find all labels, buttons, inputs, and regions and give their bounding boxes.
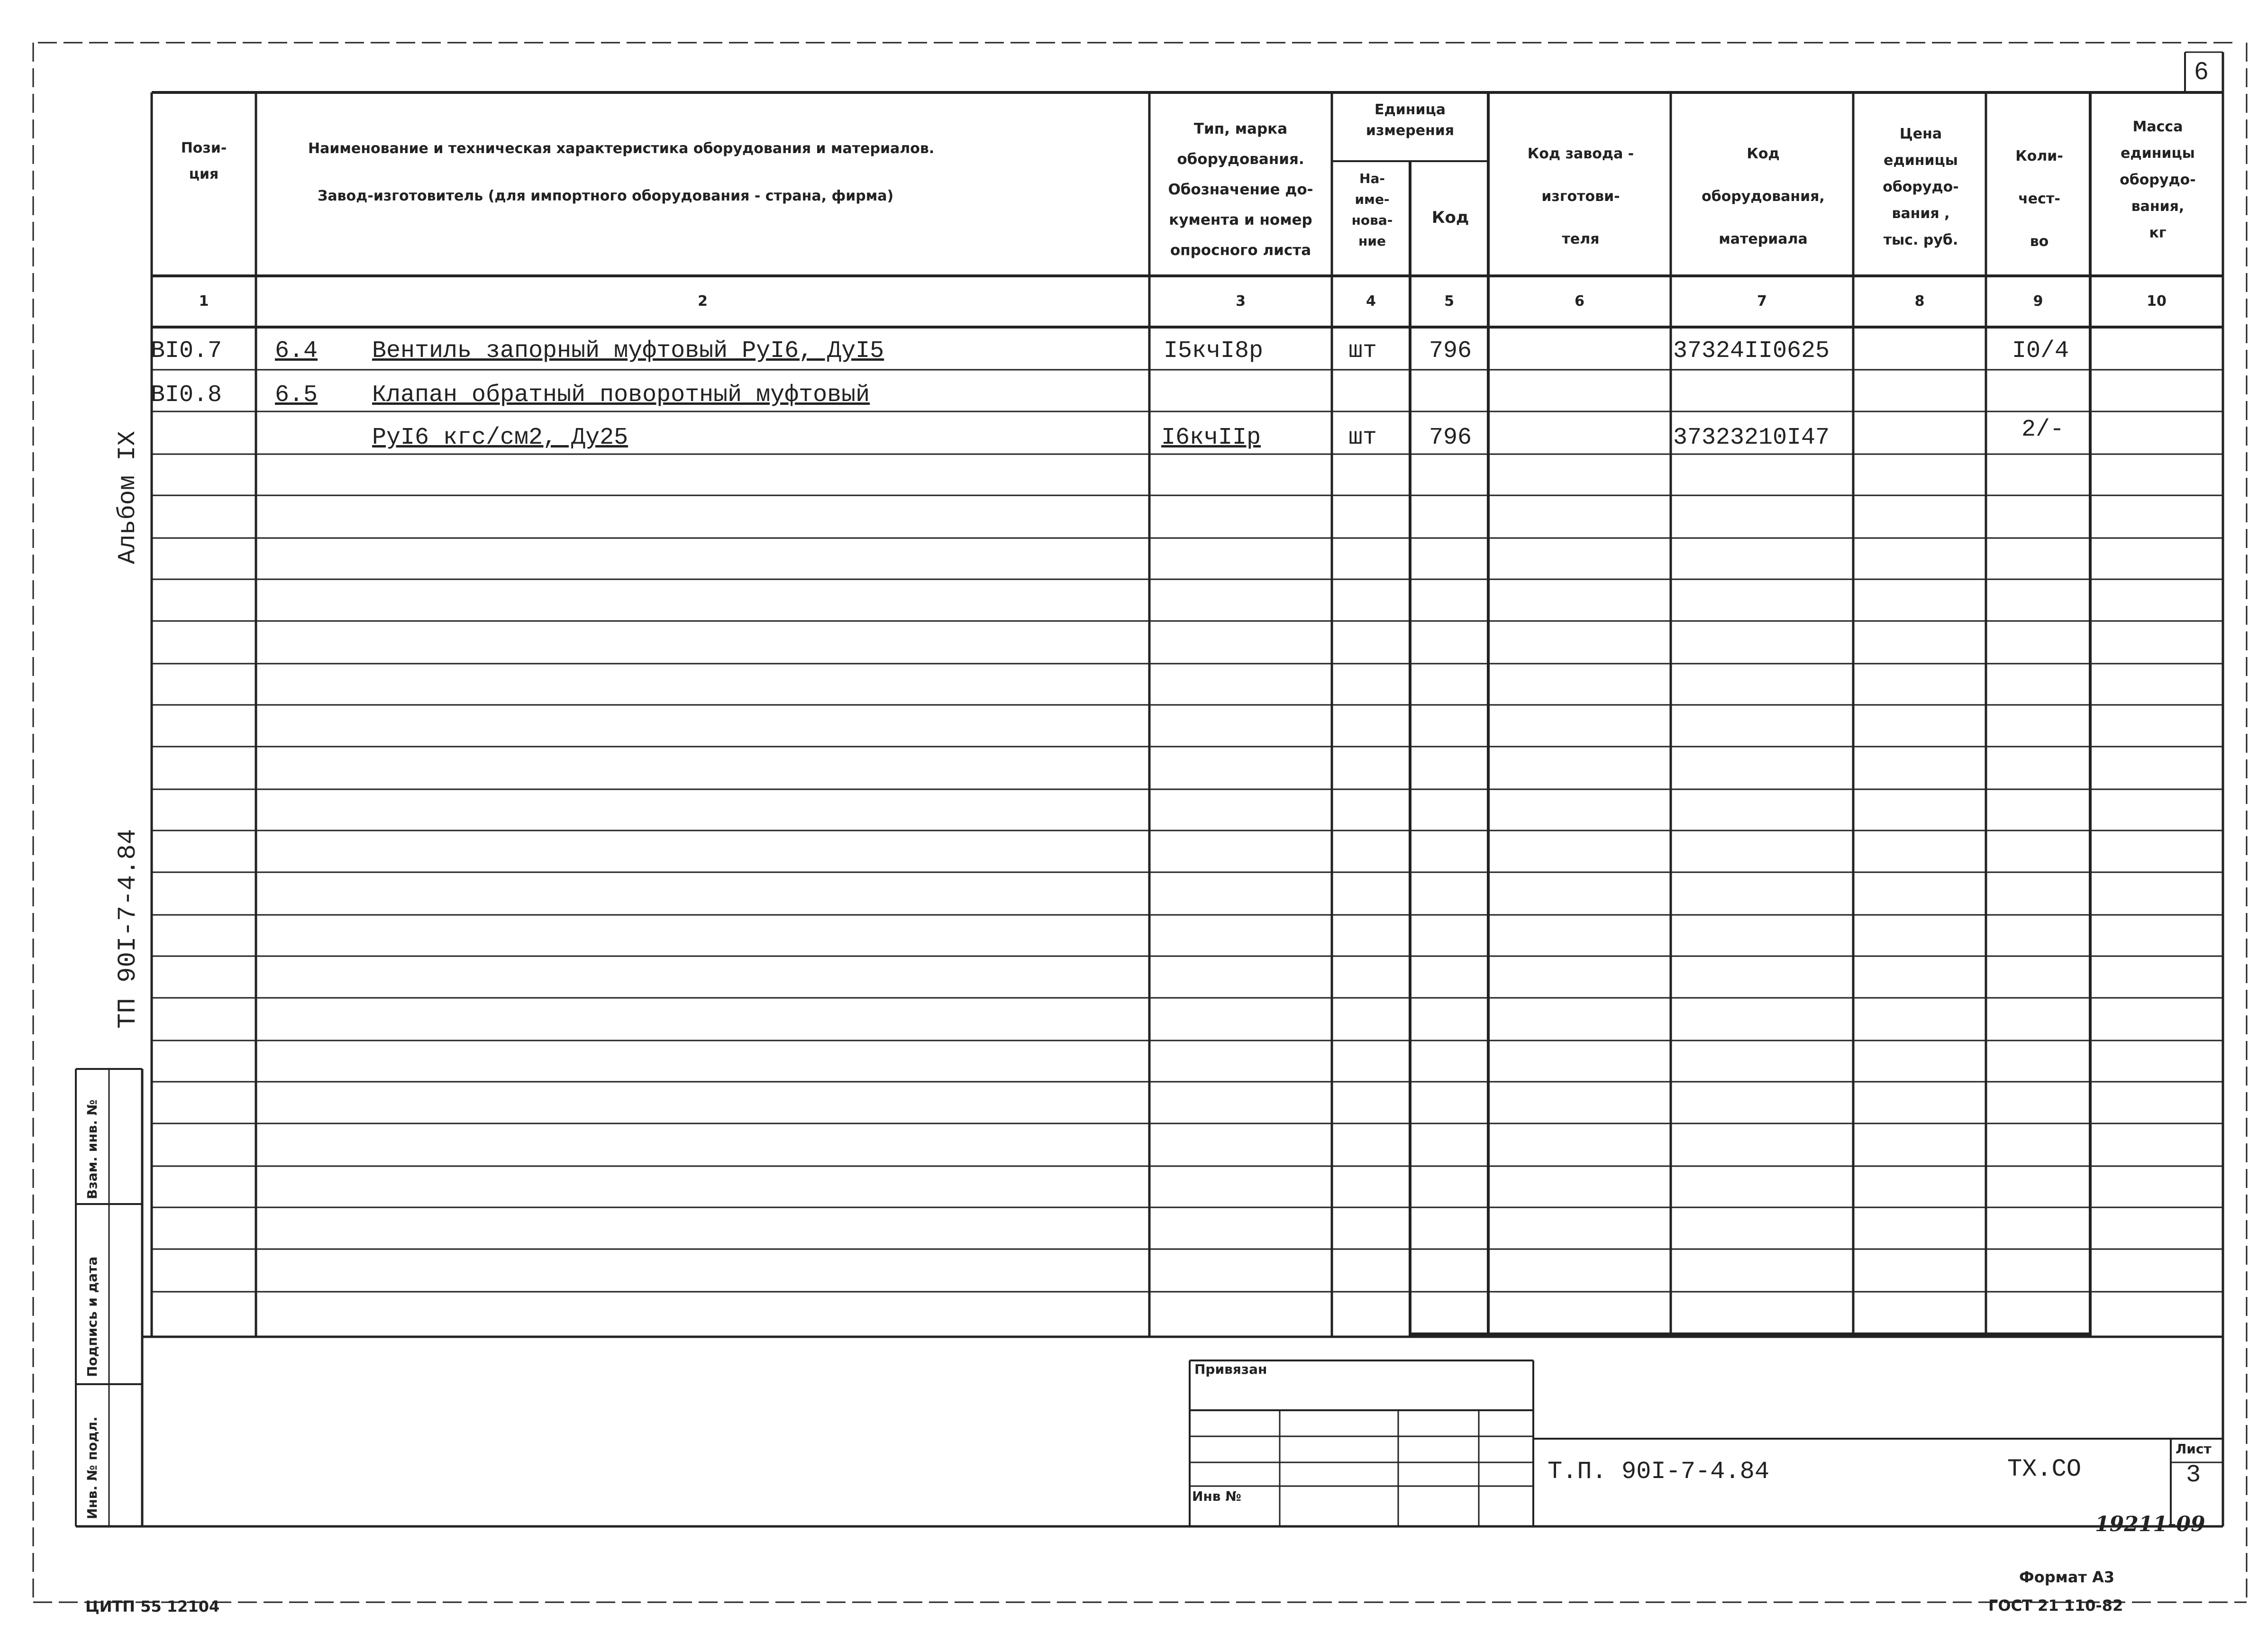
inv-original-label: Инв. № подл.	[84, 1416, 100, 1519]
row3-name: РуI6 кгс/см2, Ду25	[372, 424, 628, 451]
header-equipment-code: Код оборудования, материала	[1702, 146, 1825, 247]
col-number-6: 6	[1575, 293, 1584, 310]
row1-type: I5кчI8р	[1164, 338, 1264, 365]
header-type: Тип, марка оборудования. Обозначение до- кумента и номер опросного листа	[1168, 120, 1313, 259]
header-quantity: Коли- чест- во	[2015, 148, 2063, 250]
row3-type: I6кчIIр	[1161, 424, 1261, 451]
row1-unit: шт	[1348, 338, 1377, 365]
col-number-4: 4	[1366, 293, 1376, 310]
document-code: Т.П. 90I-7-4.84	[1548, 1458, 1770, 1486]
row1-unit-code: 796	[1429, 338, 1472, 365]
header-unit-name: На- име- нова- ние	[1351, 171, 1393, 249]
footer-left-code: ЦИТП 55 12104	[85, 1597, 220, 1615]
col-number-1: 1	[199, 293, 209, 310]
col-number-8: 8	[1914, 293, 1925, 310]
project-number-vertical: ТП 90I-7-4.84	[114, 829, 143, 1029]
row1-equipment-code: 37324II0625	[1673, 338, 1830, 365]
row3-quantity: 2/-	[2021, 416, 2065, 443]
sheet-label: Лист	[2176, 1441, 2212, 1457]
gost-label: ГОСТ 21 110-82	[1988, 1597, 2123, 1615]
col-number-5: 5	[1444, 293, 1454, 310]
format-label: Формат А3	[2019, 1568, 2115, 1586]
handwritten-number: 19211-09	[2095, 1512, 2205, 1536]
page-corner-number: 6	[2194, 57, 2208, 85]
header-price: Цена единицы оборудо- вания , тыс. руб.	[1883, 126, 1959, 248]
header-mass: Масса единицы оборудо- вания, кг	[2120, 119, 2196, 241]
inv-replace-label: Взам. инв. №	[84, 1099, 100, 1199]
row3-unit: шт	[1348, 424, 1377, 451]
sign-date-label: Подпись и дата	[84, 1256, 100, 1377]
album-label: Альбом IX	[114, 431, 142, 564]
header-position: Пози- ция	[181, 140, 227, 183]
row2-position: BI0.8	[151, 382, 222, 409]
attached-label: Привязан	[1194, 1361, 1267, 1377]
row1-name: Вентиль запорный муфтовый РуI6, ДуI5	[372, 338, 884, 365]
sheet-number: 3	[2186, 1461, 2201, 1489]
row1-position: BI0.7	[151, 338, 222, 365]
row3-equipment-code: 37323210I47	[1673, 424, 1830, 451]
row2-name: Клапан обратный поворотный муфтовый	[372, 382, 870, 409]
col-number-9: 9	[2033, 293, 2043, 310]
row3-unit-code: 796	[1429, 424, 1472, 451]
header-factory-code: Код завода - изготови- теля	[1527, 146, 1634, 247]
row1-quantity: I0/4	[2012, 338, 2069, 365]
col-number-3: 3	[1236, 293, 1246, 310]
col-number-7: 7	[1757, 293, 1767, 310]
col-number-2: 2	[698, 293, 708, 310]
header-unit-title: Единица измерения	[1366, 101, 1455, 139]
header-unit-code: Код	[1431, 208, 1469, 227]
row1-number: 6.4	[275, 338, 318, 365]
inv-number-label: Инв №	[1192, 1488, 1241, 1504]
header-name-line1: Наименование и техническая характеристика оборудования и материалов.	[308, 140, 935, 157]
header-name-line2: Завод-изготовитель (для импортного оборудования - страна, фирма)	[318, 188, 894, 204]
row2-number: 6.5	[275, 382, 318, 409]
document-mark: ТХ.СО	[2007, 1455, 2082, 1483]
col-number-10: 10	[2147, 293, 2167, 310]
